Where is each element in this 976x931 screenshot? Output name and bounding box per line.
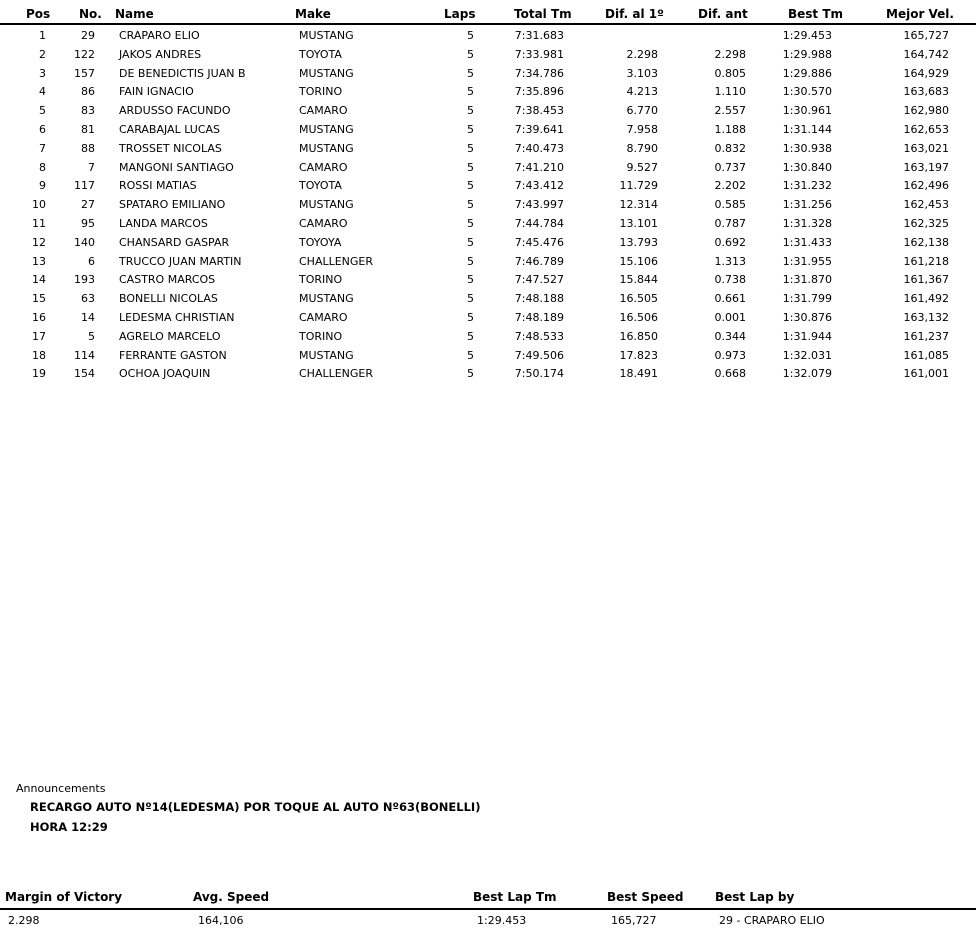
- cell-name: JAKOS ANDRES: [119, 47, 202, 61]
- cell-diff-first: 3.103: [626, 66, 658, 80]
- cell-name: AGRELO MARCELO: [119, 329, 221, 343]
- cell-total-time: 7:49.506: [514, 348, 564, 362]
- cell-pos: 10: [32, 198, 46, 212]
- cell-number: 95: [81, 217, 95, 230]
- cell-name: OCHOA JOAQUIN: [119, 367, 211, 381]
- cell-diff-first: 16.505: [619, 292, 658, 306]
- cell-number: 7: [88, 160, 95, 174]
- cell-name: DE BENEDICTIS JUAN B: [119, 66, 246, 80]
- cell-best-speed: 162,453: [903, 198, 949, 212]
- cell-total-time: 7:40.473: [514, 141, 564, 155]
- cell-make: CHALLENGER: [299, 254, 374, 268]
- cell-best-time: 1:31.256: [782, 198, 832, 212]
- cell-number: 83: [81, 104, 95, 118]
- cell-name: SPATARO EMILIANO: [119, 198, 226, 212]
- cell-best-time: 1:31.232: [782, 179, 832, 193]
- summary-divider: [0, 908, 976, 910]
- cell-number: 154: [74, 367, 95, 381]
- cell-number: 122: [74, 47, 95, 61]
- cell-total-time: 7:44.784: [514, 217, 564, 230]
- cell-diff-first: 4.213: [626, 85, 658, 99]
- cell-laps: 5: [467, 217, 474, 230]
- table-row: [0, 347, 976, 366]
- cell-number: 14: [81, 311, 95, 324]
- cell-best-time: 1:29.886: [782, 66, 832, 80]
- cell-best-time: 1:30.938: [782, 141, 832, 155]
- cell-make: CAMARO: [299, 104, 348, 118]
- cell-best-time: 1:30.961: [782, 104, 832, 118]
- cell-name: LANDA MARCOS: [119, 217, 208, 230]
- header-pos: Pos: [26, 7, 51, 21]
- cell-best-speed: 161,218: [903, 254, 949, 268]
- cell-best-speed: 163,132: [903, 311, 949, 324]
- cell-best-speed: 163,683: [903, 85, 949, 99]
- header-make: Make: [295, 7, 331, 21]
- cell-number: 81: [81, 123, 95, 136]
- cell-total-time: 7:38.453: [514, 104, 564, 118]
- cell-laps: 5: [467, 254, 474, 268]
- table-row: [0, 196, 976, 215]
- table-row: [0, 328, 976, 347]
- cell-number: 88: [81, 141, 95, 155]
- header-best-time: Best Tm: [788, 7, 844, 21]
- cell-total-time: 7:45.476: [514, 235, 564, 249]
- cell-pos: 18: [32, 348, 46, 362]
- cell-pos: 7: [39, 141, 46, 155]
- cell-make: TORINO: [299, 329, 343, 343]
- cell-name: TRUCCO JUAN MARTIN: [119, 254, 242, 268]
- cell-diff-first: 15.844: [619, 273, 658, 287]
- cell-total-time: 7:34.786: [514, 66, 564, 80]
- cell-best-speed: 164,929: [903, 66, 949, 80]
- cell-make: MUSTANG: [299, 348, 354, 362]
- summary-header-margin: Margin of Victory: [5, 890, 123, 904]
- announcements-title: Announcements: [16, 782, 106, 795]
- cell-name: ROSSI MATIAS: [119, 179, 197, 193]
- cell-best-speed: 161,085: [903, 348, 949, 362]
- cell-make: MUSTANG: [299, 198, 354, 212]
- cell-diff-previous: 2.557: [714, 104, 746, 118]
- cell-make: MUSTANG: [299, 66, 354, 80]
- cell-diff-first: 8.790: [626, 141, 658, 155]
- cell-diff-previous: 1.188: [714, 123, 746, 136]
- cell-total-time: 7:43.412: [514, 179, 564, 193]
- cell-name: CARABAJAL LUCAS: [119, 123, 221, 136]
- summary-header-avg-speed: Avg. Speed: [193, 890, 270, 904]
- cell-diff-first: 18.491: [619, 367, 658, 381]
- cell-name: CRAPARO ELIO: [119, 29, 200, 42]
- cell-number: 86: [81, 85, 95, 99]
- cell-number: 6: [88, 254, 95, 268]
- summary-header-best-lap-by: Best Lap by: [715, 890, 795, 904]
- cell-best-speed: 162,980: [903, 104, 949, 118]
- cell-pos: 8: [39, 160, 46, 174]
- header-number: No.: [79, 7, 102, 21]
- summary-margin-value: 2.298: [8, 914, 40, 927]
- header-best-speed: Mejor Vel.: [886, 7, 954, 21]
- cell-best-speed: 161,237: [903, 329, 949, 343]
- header-name: Name: [115, 7, 154, 21]
- cell-diff-first: 2.298: [626, 47, 658, 61]
- cell-total-time: 7:31.683: [514, 29, 564, 42]
- cell-total-time: 7:39.641: [514, 123, 564, 136]
- cell-total-time: 7:35.896: [514, 85, 564, 99]
- cell-number: 157: [74, 66, 95, 80]
- summary-avg-speed-value: 164,106: [198, 914, 244, 927]
- cell-make: CAMARO: [299, 160, 348, 174]
- cell-number: 27: [81, 198, 95, 212]
- cell-best-time: 1:31.955: [782, 254, 832, 268]
- cell-number: 29: [81, 29, 95, 42]
- cell-make: TOYOYA: [299, 235, 342, 249]
- cell-laps: 5: [467, 198, 474, 212]
- header-laps: Laps: [444, 7, 476, 21]
- cell-best-time: 1:30.840: [782, 160, 832, 174]
- cell-diff-first: 6.770: [626, 104, 658, 118]
- cell-diff-previous: 1.313: [714, 254, 746, 268]
- cell-best-speed: 163,197: [903, 160, 949, 174]
- cell-best-time: 1:31.944: [782, 329, 832, 343]
- announcement-line: RECARGO AUTO Nº14(LEDESMA) POR TOQUE AL AUTO Nº63(BONELLI): [30, 800, 481, 814]
- cell-diff-first: 16.850: [619, 329, 658, 343]
- cell-total-time: 7:48.189: [514, 311, 564, 324]
- cell-laps: 5: [467, 367, 474, 381]
- cell-best-time: 1:29.453: [782, 29, 832, 42]
- cell-best-time: 1:29.988: [782, 47, 832, 61]
- cell-best-time: 1:31.433: [782, 235, 832, 249]
- cell-diff-first: 11.729: [619, 179, 658, 193]
- cell-name: FAIN IGNACIO: [119, 85, 194, 99]
- cell-diff-first: 13.793: [619, 235, 658, 249]
- cell-pos: 16: [32, 311, 46, 324]
- cell-pos: 17: [32, 329, 46, 343]
- cell-number: 63: [81, 292, 95, 306]
- cell-name: CHANSARD GASPAR: [119, 235, 230, 249]
- cell-name: MANGONI SANTIAGO: [119, 160, 234, 174]
- cell-total-time: 7:48.188: [514, 292, 564, 306]
- cell-best-speed: 162,653: [903, 123, 949, 136]
- cell-name: TROSSET NICOLAS: [119, 141, 222, 155]
- cell-pos: 9: [39, 179, 46, 193]
- cell-laps: 5: [467, 235, 474, 249]
- cell-diff-previous: 0.001: [714, 311, 746, 324]
- cell-diff-previous: 0.692: [714, 235, 746, 249]
- cell-pos: 6: [39, 123, 46, 136]
- cell-pos: 14: [32, 273, 46, 287]
- cell-laps: 5: [467, 85, 474, 99]
- table-row: [0, 253, 976, 272]
- cell-make: MUSTANG: [299, 123, 354, 136]
- cell-make: CAMARO: [299, 217, 348, 230]
- cell-best-time: 1:32.079: [782, 367, 832, 381]
- cell-best-speed: 163,021: [903, 141, 949, 155]
- cell-total-time: 7:43.997: [514, 198, 564, 212]
- cell-laps: 5: [467, 179, 474, 193]
- header-divider: [0, 23, 976, 25]
- cell-best-speed: 165,727: [903, 29, 949, 42]
- cell-diff-previous: 0.661: [714, 292, 746, 306]
- cell-diff-previous: 0.973: [714, 348, 746, 362]
- cell-total-time: 7:47.527: [514, 273, 564, 287]
- cell-best-speed: 164,742: [903, 47, 949, 61]
- cell-number: 140: [74, 235, 95, 249]
- cell-diff-previous: 0.738: [714, 273, 746, 287]
- cell-number: 193: [74, 273, 95, 287]
- cell-number: 114: [74, 348, 95, 362]
- cell-diff-previous: 0.344: [714, 329, 746, 343]
- cell-diff-previous: 0.668: [714, 367, 746, 381]
- cell-laps: 5: [467, 29, 474, 42]
- table-row: [0, 271, 976, 290]
- cell-name: BONELLI NICOLAS: [119, 292, 218, 306]
- table-row: [0, 309, 976, 328]
- cell-pos: 2: [39, 47, 46, 61]
- summary-header-best-lap: Best Lap Tm: [473, 890, 557, 904]
- cell-number: 117: [74, 179, 95, 193]
- header-diff-previous: Dif. ant: [698, 7, 748, 21]
- cell-diff-first: 16.506: [619, 311, 658, 324]
- summary-header-best-speed: Best Speed: [607, 890, 684, 904]
- header-diff-first: Dif. al 1º: [605, 7, 664, 21]
- cell-laps: 5: [467, 47, 474, 61]
- cell-laps: 5: [467, 273, 474, 287]
- table-row: [0, 102, 976, 121]
- cell-name: ARDUSSO FACUNDO: [119, 104, 231, 118]
- table-row: [0, 65, 976, 84]
- summary-best-lap-by-value: 29 - CRAPARO ELIO: [719, 914, 825, 927]
- table-row: [0, 46, 976, 65]
- cell-make: MUSTANG: [299, 292, 354, 306]
- cell-make: CAMARO: [299, 311, 348, 324]
- cell-make: MUSTANG: [299, 29, 354, 42]
- cell-laps: 5: [467, 141, 474, 155]
- cell-make: TOYOTA: [299, 179, 342, 193]
- summary-best-speed-value: 165,727: [611, 914, 657, 927]
- cell-diff-first: 13.101: [619, 217, 658, 230]
- cell-total-time: 7:48.533: [514, 329, 564, 343]
- cell-name: CASTRO MARCOS: [119, 273, 216, 287]
- cell-name: LEDESMA CHRISTIAN: [119, 311, 235, 324]
- cell-best-speed: 161,001: [903, 367, 949, 381]
- cell-laps: 5: [467, 329, 474, 343]
- cell-diff-previous: 0.787: [714, 217, 746, 230]
- cell-name: FERRANTE GASTON: [119, 348, 227, 362]
- cell-diff-previous: 0.585: [714, 198, 746, 212]
- cell-best-time: 1:31.144: [782, 123, 832, 136]
- cell-laps: 5: [467, 104, 474, 118]
- cell-pos: 5: [39, 104, 46, 118]
- cell-pos: 12: [32, 235, 46, 249]
- cell-laps: 5: [467, 311, 474, 324]
- cell-best-speed: 162,138: [903, 235, 949, 249]
- cell-best-speed: 162,496: [903, 179, 949, 193]
- cell-make: TORINO: [299, 85, 343, 99]
- cell-best-time: 1:31.870: [782, 273, 832, 287]
- cell-best-time: 1:31.799: [782, 292, 832, 306]
- cell-best-speed: 161,367: [903, 273, 949, 287]
- cell-pos: 11: [32, 217, 46, 230]
- cell-total-time: 7:33.981: [514, 47, 564, 61]
- cell-best-time: 1:31.328: [782, 217, 832, 230]
- cell-total-time: 7:50.174: [514, 367, 564, 381]
- cell-diff-first: 7.958: [626, 123, 658, 136]
- cell-diff-previous: 2.202: [714, 179, 746, 193]
- table-row: [0, 121, 976, 140]
- cell-make: TORINO: [299, 273, 343, 287]
- cell-pos: 3: [39, 66, 46, 80]
- cell-diff-first: 12.314: [619, 198, 658, 212]
- table-row: [0, 159, 976, 178]
- cell-best-speed: 162,325: [903, 217, 949, 230]
- cell-pos: 13: [32, 254, 46, 268]
- cell-diff-first: 9.527: [626, 160, 658, 174]
- cell-diff-previous: 0.737: [714, 160, 746, 174]
- cell-best-time: 1:30.876: [782, 311, 832, 324]
- header-total-time: Total Tm: [514, 7, 572, 21]
- cell-diff-previous: 0.832: [714, 141, 746, 155]
- cell-laps: 5: [467, 348, 474, 362]
- cell-laps: 5: [467, 292, 474, 306]
- cell-total-time: 7:46.789: [514, 254, 564, 268]
- cell-laps: 5: [467, 66, 474, 80]
- cell-diff-previous: 2.298: [714, 47, 746, 61]
- cell-diff-first: 17.823: [619, 348, 658, 362]
- cell-number: 5: [88, 329, 95, 343]
- cell-pos: 4: [39, 85, 46, 99]
- table-row: [0, 83, 976, 102]
- cell-diff-first: 15.106: [619, 254, 658, 268]
- table-row: [0, 290, 976, 309]
- cell-make: TOYOTA: [299, 47, 342, 61]
- cell-pos: 15: [32, 292, 46, 306]
- announcement-line: HORA 12:29: [30, 820, 108, 834]
- summary-best-lap-value: 1:29.453: [477, 914, 527, 927]
- cell-total-time: 7:41.210: [514, 160, 564, 174]
- table-row: [0, 365, 976, 384]
- table-row: [0, 177, 976, 196]
- cell-pos: 1: [39, 29, 46, 42]
- cell-diff-previous: 0.805: [714, 66, 746, 80]
- cell-best-speed: 161,492: [903, 292, 949, 306]
- table-row: [0, 27, 976, 46]
- table-row: [0, 234, 976, 253]
- cell-pos: 19: [32, 367, 46, 381]
- cell-laps: 5: [467, 160, 474, 174]
- cell-make: CHALLENGER: [299, 367, 374, 381]
- cell-best-time: 1:32.031: [782, 348, 832, 362]
- cell-best-time: 1:30.570: [782, 85, 832, 99]
- table-row: [0, 140, 976, 159]
- cell-laps: 5: [467, 123, 474, 136]
- cell-make: MUSTANG: [299, 141, 354, 155]
- cell-diff-previous: 1.110: [714, 85, 746, 99]
- table-row: [0, 215, 976, 234]
